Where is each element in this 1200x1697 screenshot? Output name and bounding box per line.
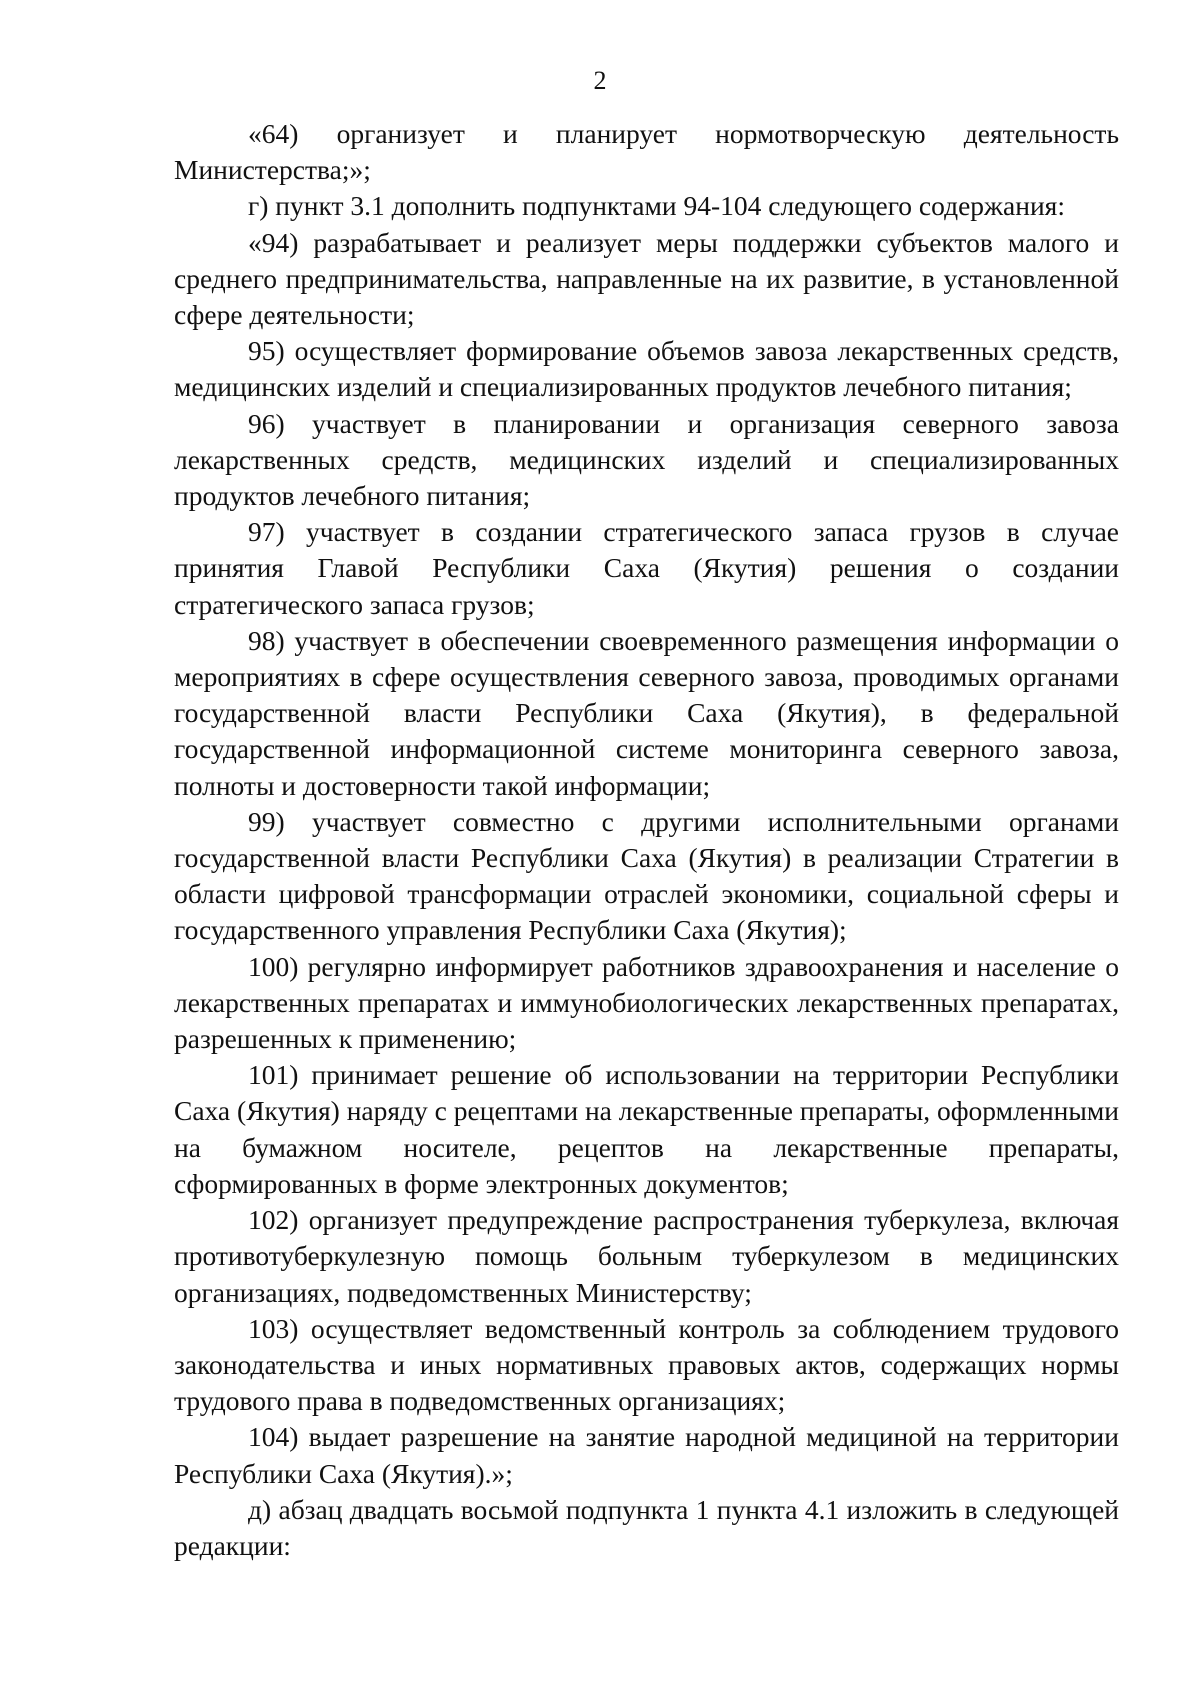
document-body (174, 116, 1119, 1564)
paragraph-item-94: «94) разрабатывает и реализует меры поддержки субъектов малого и среднего предпринимательства, направленные на их развитие, в установленной сфере деятельности; (174, 226, 1119, 331)
page-number: 2 (593, 66, 607, 95)
paragraph-item-102: 102) организует предупреждение распространения туберкулеза, включая противотуберкулезную помощь больным туберкулезом в медицинских организациях, подведомственных Министерству; (174, 1204, 1119, 1308)
paragraph-item-101: 101) принимает решение об использовании на территории Республики Саха (Якутия) наряду с рецептами на лекарственные препараты, оформленными на бумажном носителе, рецептов на лекарственные препараты, сформированных в форме электронных документов; (174, 1059, 1119, 1199)
paragraph-item-64: «64) организует и планирует нормотворческую деятельность Министерства;»; (174, 118, 1119, 186)
paragraph-item-100: 100) регулярно информирует работников здравоохранения и население о лекарственных препаратах и иммунобиологических лекарственных препаратах, разрешенных к применению; (174, 950, 1119, 1055)
paragraph-item-99: 99) участвует совместно с другими исполнительными органами государственной власти Республики Саха (Якутия) в реализации Стратегии в области цифровой трансформации отраслей экономики, социальной сферы и государственного управления Республики Саха (Якутия); (174, 805, 1119, 946)
paragraph-item-103: 103) осуществляет ведомственный контроль за соблюдением трудового законодательства и иных нормативных правовых актов, содержащих нормы трудового права в подведомственных организациях; (174, 1312, 1119, 1417)
paragraph-item-104: 104) выдает разрешение на занятие народной медициной на территории Республики Саха (Якутия).»; (174, 1421, 1119, 1489)
paragraph-item-97: 97) участвует в создании стратегического запаса грузов в случае принятия Главой Республики Саха (Якутия) решения о создании стратегического запаса грузов; (174, 516, 1119, 620)
paragraph-amendment-d: д) абзац двадцать восьмой подпункта 1 пункта 4.1 изложить в следующей редакции: (174, 1493, 1119, 1561)
paragraph-item-96: 96) участвует в планировании и организация северного завоза лекарственных средств, медицинских изделий и специализированных продуктов лечебного питания; (174, 407, 1119, 512)
paragraph-amendment-g: г) пункт 3.1 дополнить подпунктами 94-104 следующего содержания: (248, 190, 1065, 222)
paragraph-item-95: 95) осуществляет формирование объемов завоза лекарственных средств, медицинских изделий и специализированных продуктов лечебного питания; (174, 335, 1119, 403)
paragraph-item-98: 98) участвует в обеспечении своевременного размещения информации о мероприятиях в сфере осуществления северного завоза, проводимых органами государственной власти Республики Саха (Якутия), в федеральной государственной информационной системе мониторинга северного завоза, полноты и достоверности такой информации; (174, 624, 1119, 801)
